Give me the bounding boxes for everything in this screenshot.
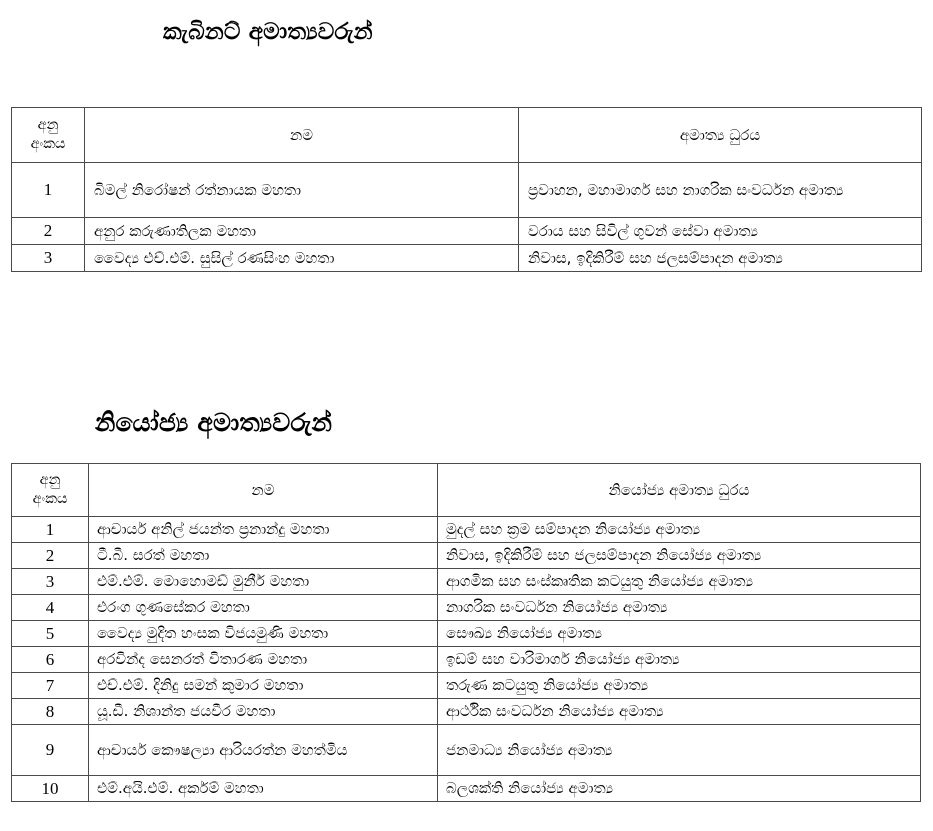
table-row: [12, 218, 922, 245]
row-position: නිවාස, ඉදිකිරීම් සහ ජලසම්පාදන අමාත්‍ය: [519, 245, 922, 272]
row-serial: 3: [12, 569, 89, 595]
cabinet-section-title: කැබිනට් අමාත්‍යවරුන්: [163, 19, 373, 45]
row-name: අනුර කරුණාතිලක මහතා: [85, 218, 519, 245]
header-name: නම: [85, 108, 519, 163]
table-header-row: [12, 464, 921, 517]
row-name: වෛද්‍ය මුදිත හංසක විජයමුණි මහතා: [89, 621, 438, 647]
header-position: නියෝජ්‍ය අමාත්‍ය ධුරය: [438, 464, 921, 517]
table-row: [12, 163, 922, 218]
row-name: අරවින්ද සෙනරත් විතාරණ මහතා: [89, 647, 438, 673]
row-serial: 5: [12, 621, 89, 647]
header-serial-line1: අනු: [39, 472, 61, 488]
row-position: බලශක්ති නියෝජ්‍ය අමාත්‍ය: [438, 776, 921, 802]
row-name: එරංග ගුණසේකර මහතා: [89, 595, 438, 621]
row-name: එච්.එම්. දිනිදු සමන් කුමාර මහතා: [89, 673, 438, 699]
row-name: එම්.අයි.එම්. අර්කම් මහතා: [89, 776, 438, 802]
row-position: වරාය සහ සිවිල් ගුවන් සේවා අමාත්‍ය: [519, 218, 922, 245]
table-row: [12, 673, 921, 699]
row-name: ටී.බී. සරත් මහතා: [89, 543, 438, 569]
row-serial: 3: [12, 245, 85, 272]
deputy-section-title: නියෝජ්‍ය අමාත්‍යවරුන්: [95, 408, 333, 437]
row-position: සෞඛ්‍ය නියෝජ්‍ය අමාත්‍ය: [438, 621, 921, 647]
row-position: තරුණ කටයුතු නියෝජ්‍ය අමාත්‍ය: [438, 673, 921, 699]
row-name: එම්.එම්. මොහොමඩ් මුනීර් මහතා: [89, 569, 438, 595]
row-name: ආචාර්ය කෞෂල්‍යා ආරියරත්න මහත්මිය: [89, 725, 438, 776]
row-position: ආර්ථික සංවර්ධන නියෝජ්‍ය අමාත්‍ය: [438, 699, 921, 725]
table-row: [12, 776, 921, 802]
row-serial: 10: [12, 776, 89, 802]
table-row: [12, 699, 921, 725]
row-serial: 2: [12, 218, 85, 245]
row-position: ප්‍රවාහන, මහාමාර්ග සහ නාගරික සංවර්ධන අමාත්‍ය: [519, 163, 922, 218]
row-serial: 8: [12, 699, 89, 725]
header-position: අමාත්‍ය ධුරය: [519, 108, 922, 163]
row-name: වෛද්‍ය එච්.එම්. සුසිල් රණසිංහ මහතා: [85, 245, 519, 272]
header-serial-number: [12, 108, 85, 163]
table-row: [12, 595, 921, 621]
row-position: ඉඩම් සහ වාරිමාර්ග නියෝජ්‍ය අමාත්‍ය: [438, 647, 921, 673]
row-name: ආචාර්ය අනිල් ජයන්ත ප්‍රනාන්දු මහතා: [89, 517, 438, 543]
table-header-row: [12, 108, 922, 163]
row-serial: 6: [12, 647, 89, 673]
table-row: [12, 517, 921, 543]
deputy-ministers-table: [11, 463, 921, 802]
row-serial: 4: [12, 595, 89, 621]
row-serial: 2: [12, 543, 89, 569]
row-position: නිවාස, ඉදිකිරීම් සහ ජලසම්පාදන නියෝජ්‍ය අමාත්‍ය: [438, 543, 921, 569]
row-name: යූ.ඩී. නිශාන්ත ජයවීර මහතා: [89, 699, 438, 725]
row-position: ආගමික සහ සංස්කෘතික කටයුතු නියෝජ්‍ය අමාත්‍ය: [438, 569, 921, 595]
header-name: නම: [89, 464, 438, 517]
table-row: [12, 569, 921, 595]
header-serial-number: [12, 464, 89, 517]
row-position: නාගරික සංවර්ධන නියෝජ්‍ය අමාත්‍ය: [438, 595, 921, 621]
row-serial: 1: [12, 163, 85, 218]
table-row: [12, 725, 921, 776]
row-position: ජනමාධ්‍ය නියෝජ්‍ය අමාත්‍ය: [438, 725, 921, 776]
header-serial-line2: අංකය: [30, 136, 66, 152]
row-serial: 1: [12, 517, 89, 543]
table-row: [12, 647, 921, 673]
row-serial: 7: [12, 673, 89, 699]
header-serial-line2: අංකය: [32, 491, 68, 507]
cabinet-ministers-table: [11, 107, 922, 272]
row-position: මුදල් සහ ක්‍රම සම්පාදන නියෝජ්‍ය අමාත්‍ය: [438, 517, 921, 543]
header-serial-line1: අනු: [37, 117, 59, 133]
row-name: බිමල් නිරෝෂන් රත්නායක මහතා: [85, 163, 519, 218]
table-row: [12, 621, 921, 647]
table-row: [12, 245, 922, 272]
table-row: [12, 543, 921, 569]
row-serial: 9: [12, 725, 89, 776]
